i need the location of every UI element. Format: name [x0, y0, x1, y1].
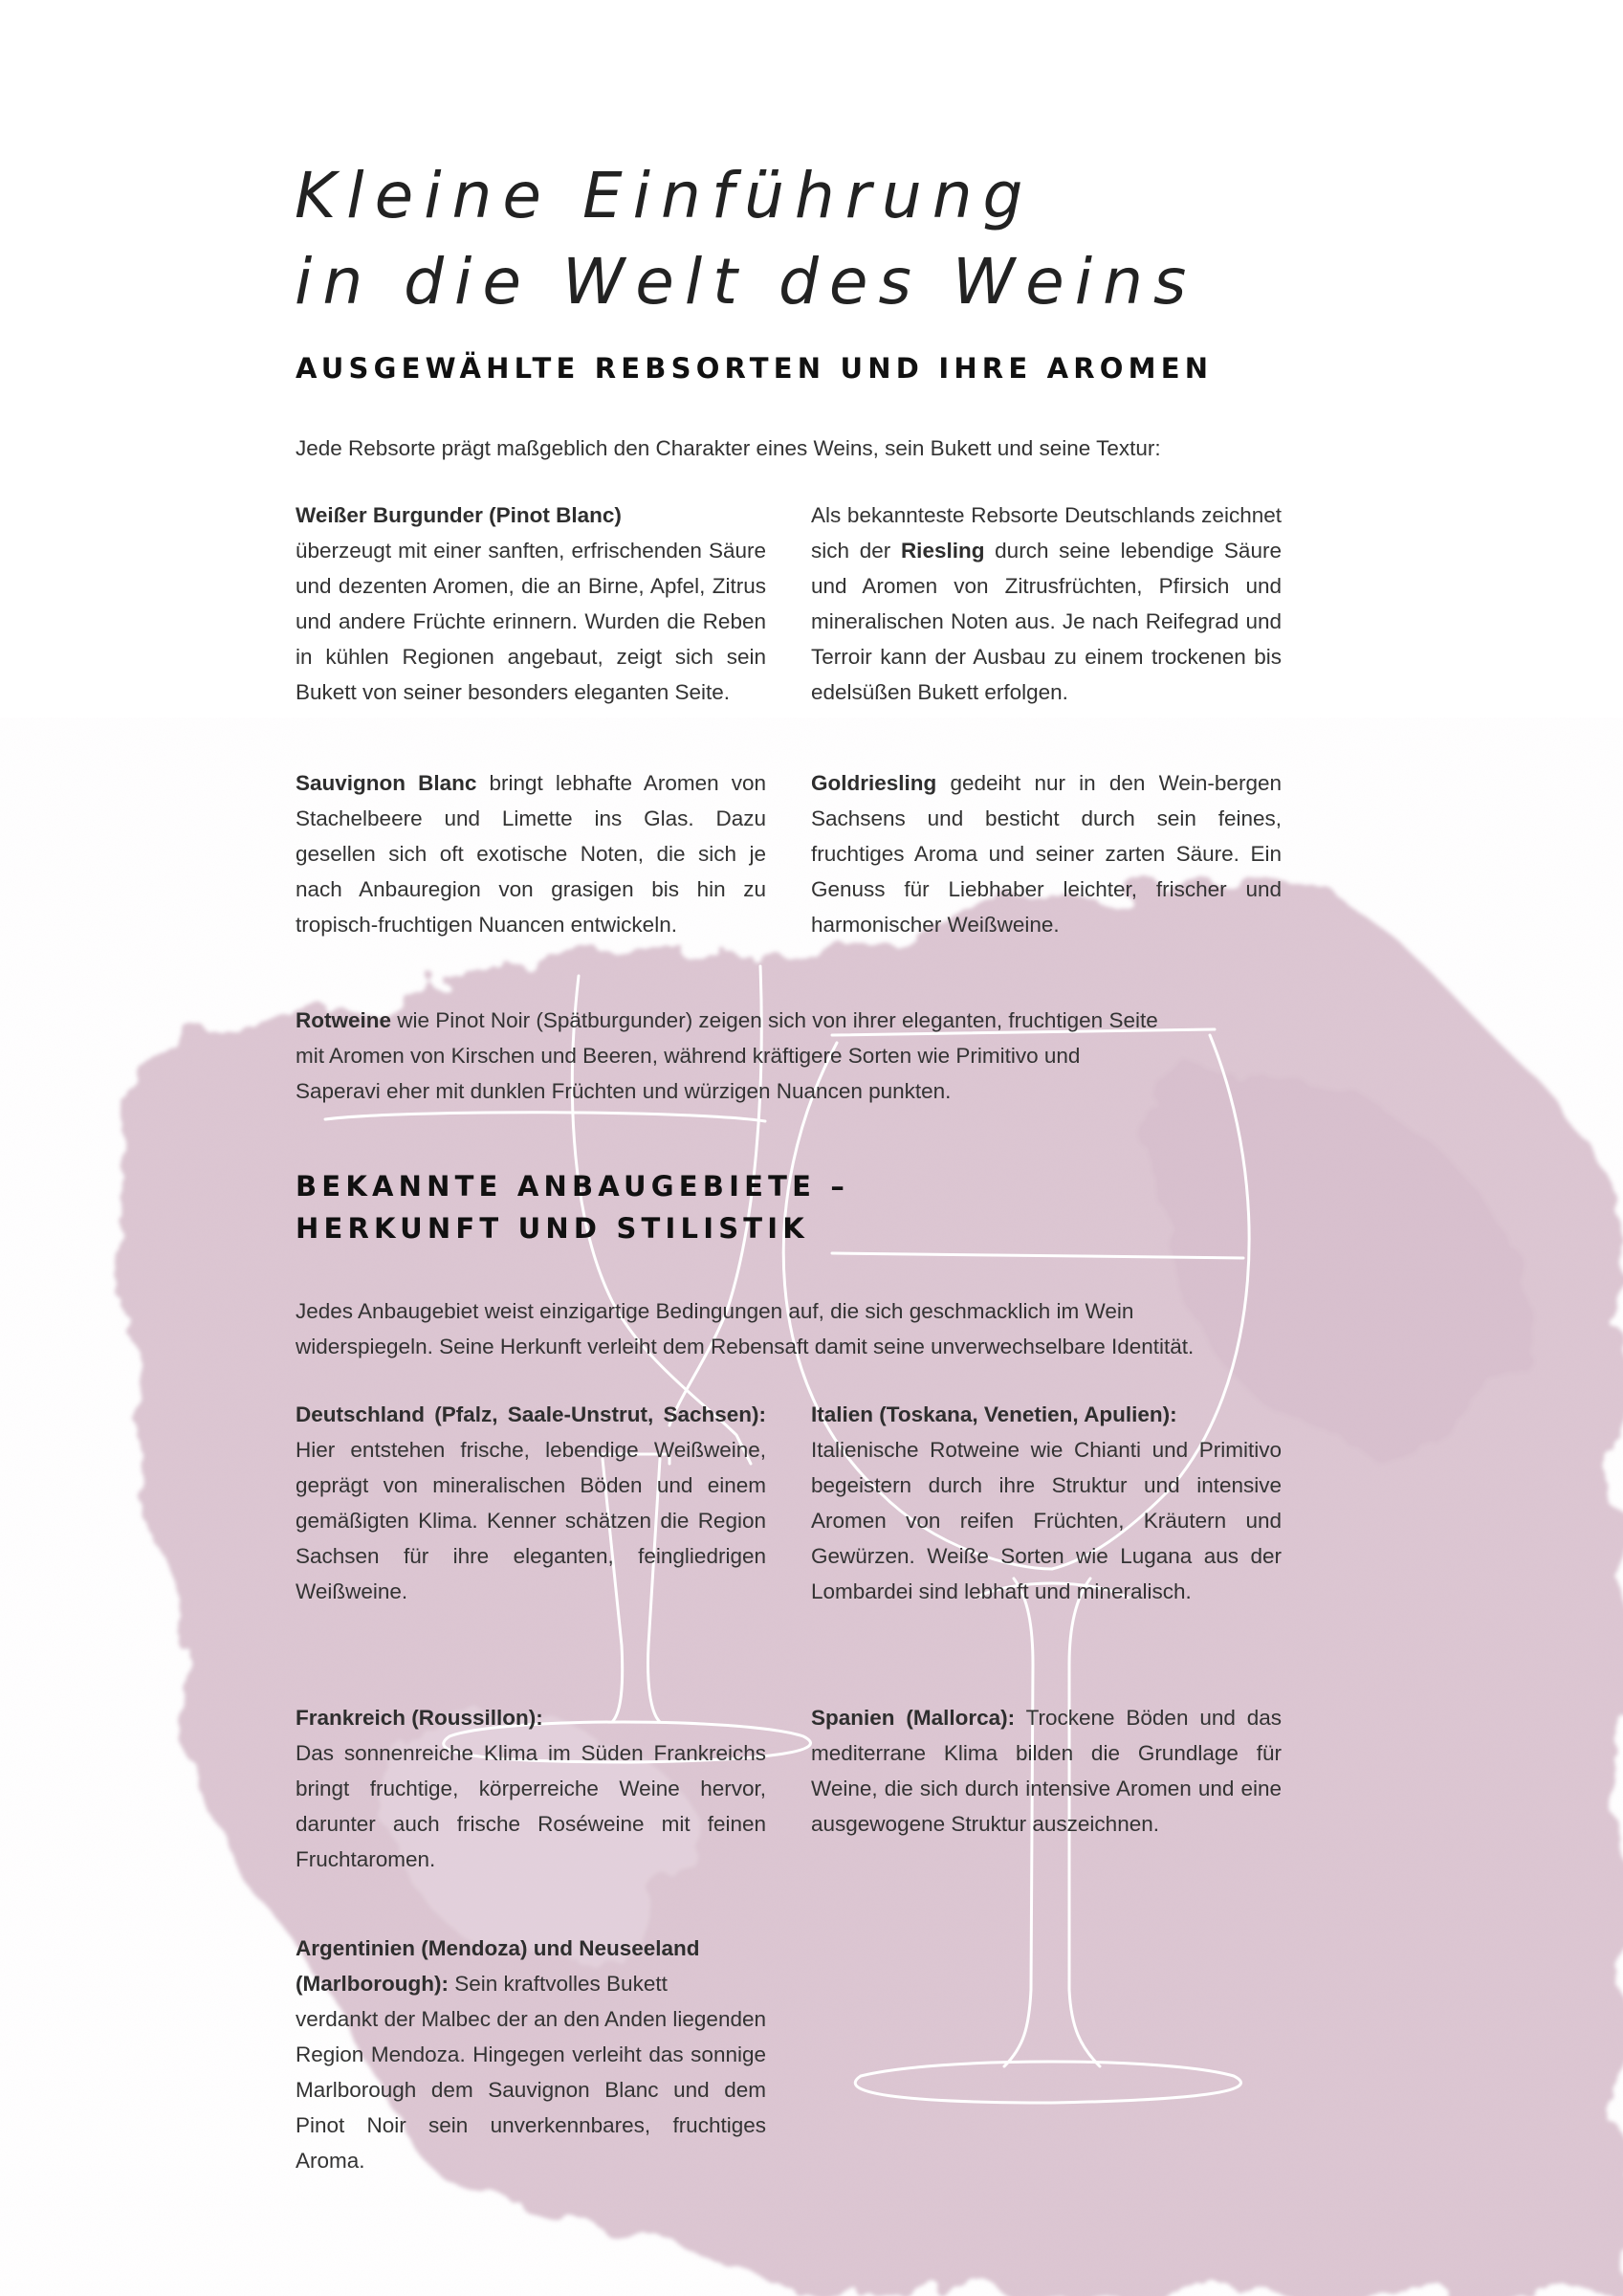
- section-heading-grape-varieties: AUSGEWÄHLTE REBSORTEN UND IHRE AROMEN: [296, 352, 1214, 385]
- paragraph-deutschland: [296, 1397, 766, 1609]
- paragraph-bold-term: Argentinien (Mendoza) und Neuseeland: [296, 1936, 700, 1960]
- paragraph-frankreich: [296, 1700, 766, 1877]
- paragraph-riesling: [811, 497, 1282, 710]
- paragraph-text: überzeugt mit einer sanften, erfrischenden Säure und dezenten Aromen, die an Birne, Apfel, Zitrus und andere Früchte erinnern. Wurden die Reben in kühlen Regionen angebaut, zeigt sich sein Bukett von seiner besonders eleganten Seite.: [296, 539, 766, 704]
- paragraph-argentinien-neuseeland: [296, 1931, 766, 2178]
- paragraph-bold-term: Spanien (Mallorca):: [811, 1706, 1016, 1730]
- paragraph-text: Italienische Rotweine wie Chianti und Primitivo begeistern durch ihre Struktur und intensive Aromen von reifen Früchten, Kräutern und Gewürzen. Weiße Sorten wie Lugana aus der Lombardei sind lebhaft und mineralisch.: [811, 1438, 1282, 1603]
- paragraph-italien: [811, 1397, 1282, 1609]
- paragraph-goldriesling: [811, 765, 1282, 942]
- paragraph-text: mit Aromen von Kirschen und Beeren, während kräftigere Sorten wie Primitivo und: [296, 1044, 1081, 1068]
- paragraph-spanien: [811, 1700, 1282, 1842]
- paragraph-text: Hier entstehen frische, lebendige Weißweine, geprägt von mineralischen Böden und einem gemäßigten Klima. Kenner schätzen die Region Sachsen für ihre eleganten, feingliedrigen Weißweine.: [296, 1438, 766, 1603]
- paragraph-bold-lead: Frankreich (Roussillon):: [296, 1706, 543, 1730]
- paragraph-bold-term: Rotweine: [296, 1008, 392, 1032]
- paragraph-weisser-burgunder: [296, 497, 766, 710]
- paragraph-text: verdankt der Malbec der an den Anden liegenden Region Mendoza. Hingegen verleiht das sonnige Marlborough dem Sauvignon Blanc und dem Pinot Noir sein unverkennbares, fruchtiges Aroma.: [296, 2007, 766, 2173]
- paragraph-bold-term: Deutschland (Pfalz, Saale-Unstrut, Sachsen):: [296, 1402, 766, 1426]
- paragraph-text: Das sonnenreiche Klima im Süden Frankreichs bringt fruchtige, körperreiche Weine hervor, darunter auch frische Roséweine mit feinen Fruchtaromen.: [296, 1741, 766, 1871]
- paragraph-text: wie Pinot Noir (Spätburgunder) zeigen sich von ihrer eleganten, fruchtigen Seite: [397, 1008, 1158, 1032]
- section-intro: Jedes Anbaugebiet weist einzigartige Bedingungen auf, die sich geschmacklich im Wein widerspiegeln. Seine Herkunft verleiht dem Rebensaft damit seine unverwechselbare Identität.: [296, 1299, 1195, 1358]
- paragraph-text: durch seine lebendige Säure und Aromen von Zitrusfrüchten, Pfirsich und mineralischen Noten aus. Je nach Reifegrad und Terroir kann der Ausbau zu einem trockenen bis edelsüßen Bukett erfolgen.: [811, 539, 1282, 704]
- paragraph-bold-lead: Weißer Burgunder (Pinot Blanc): [296, 503, 622, 527]
- paragraph-text: Als bekannteste Rebsorte Deutschlands zeichnet sich der: [811, 503, 1282, 563]
- paragraph-bold-term: Sauvignon Blanc: [296, 771, 477, 795]
- page-title: [295, 153, 1196, 325]
- paragraph-rotweine: [296, 1003, 1338, 1109]
- section-intro: Jede Rebsorte prägt maßgeblich den Charakter eines Weins, sein Bukett und seine Textur:: [296, 436, 1161, 460]
- section-heading-wine-regions: BEKANNTE ANBAUGEBIETE – HERKUNFT UND STILISTIK: [296, 1170, 850, 1245]
- paragraph-bold-term: (Marlborough):: [296, 1972, 449, 1996]
- page-title-line: Kleine Einführung: [295, 159, 1034, 232]
- paragraph-text: Saperavi eher mit dunklen Früchten und würzigen Nuancen punkten.: [296, 1079, 952, 1103]
- paragraph-text: Sein kraftvolles Bukett: [454, 1972, 668, 1996]
- paragraph-bold-lead: Italien (Toskana, Venetien, Apulien):: [811, 1402, 1177, 1426]
- paragraph-bold-term: Riesling: [900, 539, 985, 563]
- paragraph-text: bringt lebhafte Aromen von Stachelbeere und Limette ins Glas. Dazu gesellen sich oft exotische Noten, die sich je nach Anbauregion von grasigen bis hin zu tropisch-fruchtigen Nuancen entwickeln.: [296, 771, 766, 937]
- paragraph-text: Trockene Böden und das mediterrane Klima bilden die Grundlage für Weine, die sich durch intensive Aromen und eine ausgewogene Struktur auszeichnen.: [811, 1706, 1282, 1836]
- page-title-line: in die Welt des Weins: [295, 245, 1197, 319]
- paragraph-text: gedeiht nur in den Wein-bergen Sachsens und besticht durch sein feines, fruchtiges Aroma und seiner zarten Säure. Ein Genuss für Liebhaber leichter, frischer und harmonischer Weißweine.: [811, 771, 1282, 937]
- paragraph-sauvignon-blanc: [296, 765, 766, 942]
- paragraph-bold-term: Goldriesling: [811, 771, 937, 795]
